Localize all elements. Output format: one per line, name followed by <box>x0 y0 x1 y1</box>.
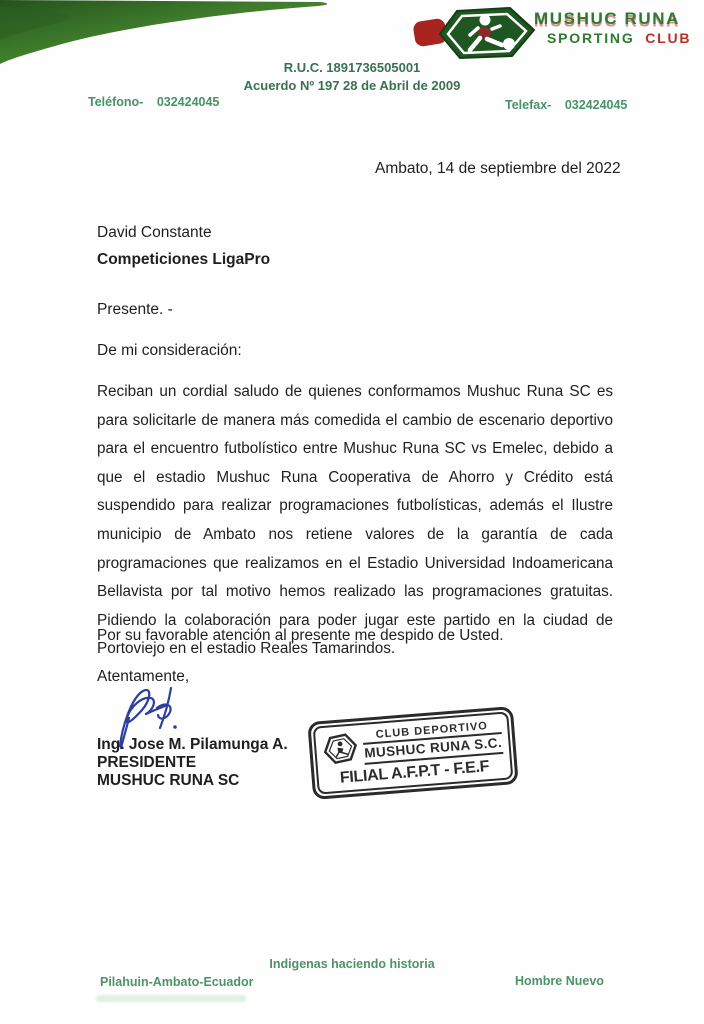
footer-motto: Indigenas haciendo historia <box>269 957 435 971</box>
date-line: Ambato, 14 de septiembre del 2022 <box>375 160 621 177</box>
club-name: MUSHUC RUNA <box>534 9 681 28</box>
footer-location: Pilahuin-Ambato-Ecuador <box>100 975 254 989</box>
letter-body-paragraph: Reciban un cordial saludo de quienes conformamos Mushuc Runa SC es para solicitarle de manera más comedida el cambio de escenario deportivo para el encuentro futbolístico entre Mushuc Runa SC vs Emelec, debido a que el estadio Mushuc Runa Cooperativa de Ahorro y Crédito está suspendido para realizar programaciones futbolísticas, además el Ilustre municipio de Ambato nos retiene valores de la garantía de cada programaciones que realizamos en el Estadio Universidad Indoamericana Bellavista por tal motivo hemos realizado las programaciones gratuitas. Pidiendo la colaboración para poder jugar este partido en la ciudad de Portoviejo en el estadio Reales Tamarindos. <box>97 383 613 658</box>
signer-block <box>97 736 288 790</box>
telefax-value: 032424045 <box>564 98 628 112</box>
farewell-line: Atentamente, <box>97 668 190 685</box>
telefono-label: Teléfono- <box>88 95 144 109</box>
salutation: De mi consideración: <box>97 342 242 359</box>
club-subtitle-sporting: SPORTING <box>547 30 635 46</box>
club-crest-icon <box>412 4 536 62</box>
telefono-line <box>88 95 219 109</box>
recipient-name: David Constante <box>97 224 212 241</box>
presente-line: Presente. - <box>97 301 173 318</box>
stamp-line-mushuc-runa: MUSHUC RUNA S.C. <box>363 733 503 764</box>
footer-hombre-nuevo: Hombre Nuevo <box>515 974 604 988</box>
ruc-number: R.U.C. 1891736505001 <box>283 60 421 75</box>
stamp-crest-icon <box>321 729 360 768</box>
club-wordmark <box>534 9 691 46</box>
telefax-line <box>505 98 627 112</box>
signer-title: PRESIDENTE <box>97 754 197 771</box>
closing-paragraph: Por su favorable atención al presente me despido de Usted. <box>97 627 504 644</box>
stamp-line-filial: FILIAL A.F.P.T - F.E.F <box>339 758 490 787</box>
signer-name: Ing. Jose M. Pilamunga A. <box>97 736 288 753</box>
stamp-inner-border <box>313 711 514 794</box>
stamp-line-club-deportivo: CLUB DEPORTIVO <box>362 719 502 745</box>
acuerdo-line: Acuerdo Nº 197 28 de Abril de 2009 <box>243 78 461 93</box>
telefax-label: Telefax- <box>505 98 552 112</box>
club-subtitle-club: CLUB <box>645 30 692 46</box>
recipient-organization: Competiciones LigaPro <box>97 251 271 268</box>
signer-organization: MUSHUC RUNA SC <box>97 772 240 789</box>
club-rubber-stamp <box>307 706 518 800</box>
club-subtitle <box>534 30 691 46</box>
telefono-value: 032424045 <box>156 95 220 109</box>
footer-green-smudge-decoration <box>96 995 246 1002</box>
